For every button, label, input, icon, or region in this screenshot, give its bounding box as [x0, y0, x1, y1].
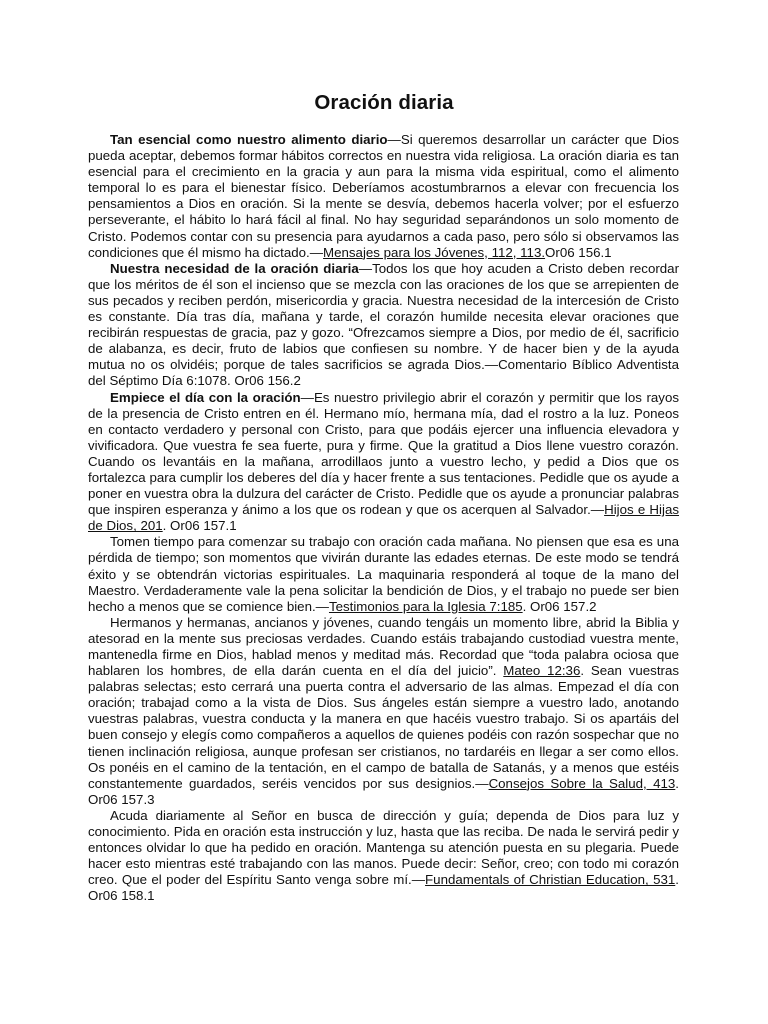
- paragraph-tail: . Or06 157.3: [88, 775, 679, 807]
- document-body: [88, 132, 679, 905]
- paragraph-heading: Tan esencial como nuestro alimento diario: [110, 132, 388, 147]
- paragraph-heading: Empiece el día con la oración: [110, 389, 301, 405]
- paragraph-text: —Es nuestro privilegio abrir el corazón y permitir que los rayos de la presencia de Cristo entren en él. Hermano mío, hermana mía, dad el rostro a la luz. Poneos en contacto verdadero y personal con Cristo, para que podáis ejercer una influencia elevadora y vivificadora. Que vuestra fe sea fuerte, pura y firme. Que la gratitud a Dios llene vuestro corazón. Cuando os levantáis en la mañana, arrodillaos junto a vuestro lecho, y pedid a Dios que os fortalezca para cumplir los deberes del día y hacer frente a sus tentaciones. Pedidle que os ayude a poner en vuestra obra la dulzura del carácter de Cristo. Pedidle que os ayude a pronunciar palabras que inspiren esperanza y ánimo a los que os rodean y que os acerquen al Salvador.—: [88, 389, 679, 518]
- paragraph: [88, 808, 679, 905]
- paragraph-tail: . Or06 157.2: [522, 598, 597, 614]
- paragraph-text: —Todos los que hoy acuden a Cristo deben recordar que los méritos de él son el incienso que se mezcla con las oraciones de los que se arrepienten de sus pecados y reciben perdón, misericordia y gracia. Nuestra necesidad de la intercesión de Cristo es constante. Día tras día, mañana y tarde, el corazón humilde necesita elevar oraciones que recibirán respuestas de gracia, paz y gozo. “Ofrezcamos siempre a Dios, por medio de él, sacrificio de alabanza, es decir, fruto de labios que confiesen su nombre. Y de hacer bien y de la ayuda mutua no os olvidéis; porque de tales sacrificios se agrada Dios.—Comentario Bíblico Adventista del Séptimo Día 6:1078. Or06 156.2: [88, 260, 679, 389]
- reference-link[interactable]: Mateo 12:36: [503, 663, 581, 679]
- reference-link[interactable]: Fundamentals of Christian Education, 531: [425, 872, 676, 888]
- reference-link[interactable]: Testimonios para la Iglesia 7:185: [328, 598, 523, 614]
- paragraph-tail: Or06 156.1: [545, 244, 612, 260]
- paragraph-text: . Sean vuestras palabras selectas; esto cerrará una puerta contra el adversario de las almas. Empezad el día con oración; trabajad como a la vista de Dios. Sus ángeles están siempre a vuestro lado, anotando vuestras palabras, vuestra conducta y la manera en que hacéis vuestro trabajo. Si os apartáis del buen consejo y elegís como compañeros a aquellos de quienes podéis con razón sospechar que no tienen inclinación religiosa, aunque profesan ser cristianos, no tardaréis en llegar a ser como ellos. Os ponéis en el camino de la tentación, en el campo de batalla de Satanás, y a menos que estéis constantemente guardados, seréis vencidos por sus designios.—: [88, 663, 679, 791]
- paragraph-tail: . Or06 158.1: [88, 872, 679, 904]
- paragraph: [88, 132, 679, 261]
- page-title: Oración diaria: [314, 91, 454, 114]
- paragraph-text: Hermanos y hermanas, ancianos y jóvenes, cuando tengáis un momento libre, abrid la Biblia y atesorad en la mente sus preciosas verdades. Cuando estáis trabajando custodiad vuestra mente, mantenedla firme en Dios, hablad menos y meditad más. Recordad que “toda palabra ociosa que hablaren los hombres, de ella darán cuenta en el día del juicio”.: [88, 614, 679, 679]
- paragraph-text: Tomen tiempo para comenzar su trabajo con oración cada mañana. No piensen que esa es una pérdida de tiempo; son momentos que vivirán durante las edades eternas. De este modo se tendrá éxito y se obtendrán victorias espirituales. La maquinaria responderá al toque de la mano del Maestro. Verdaderamente vale la pena solicitar la bendición de Dios, y el trabajo no puede ser bien hecho a menos que se comience bien.—: [88, 534, 679, 614]
- reference-link[interactable]: Mensajes para los Jóvenes, 112, 113.: [323, 244, 546, 260]
- paragraph-tail: . Or06 157.1: [162, 518, 237, 534]
- paragraph-text: —Si queremos desarrollar un carácter que Dios pueda aceptar, debemos formar hábitos correctos en nuestra vida religiosa. La oración diaria es tan esencial para el crecimiento en la gracia y aun para la misma vida espiritual, como el alimento temporal lo es para el bienestar físico. Deberíamos acostumbrarnos a elevar con frecuencia los pensamientos a Dios en oración. Si la mente se desvía, debemos hacerla volver; por el esfuerzo perseverante, el hábito lo hará fácil al final. No hay seguridad separándonos un solo momento de Cristo. Podemos contar con su presencia para ayudarnos a cada paso, pero sólo si observamos las condiciones que él mismo ha dictado.—: [88, 132, 679, 260]
- paragraph: [88, 390, 679, 535]
- paragraph-text: Acuda diariamente al Señor en busca de dirección y guía; dependa de Dios para luz y conocimiento. Pida en oración esta instrucción y luz, hasta que las reciba. De nada le servirá pedir y entonces olvidar lo que ha pedido en oración. Mantenga su atención puesta en su plegaria. Puede hacer esto mientras esté trabajando con las manos. Puede decir: Señor, creo; con todo mi corazón creo. Que el poder del Espíritu Santo venga sobre mí.—: [88, 807, 679, 888]
- reference-link[interactable]: Consejos Sobre la Salud, 413: [488, 775, 676, 791]
- paragraph: [88, 261, 679, 390]
- reference-link[interactable]: Hijos e Hijas de Dios, 201: [88, 502, 679, 534]
- paragraph: [88, 534, 679, 614]
- paragraph: [88, 615, 679, 808]
- paragraph-heading: Nuestra necesidad de la oración diaria: [110, 260, 359, 276]
